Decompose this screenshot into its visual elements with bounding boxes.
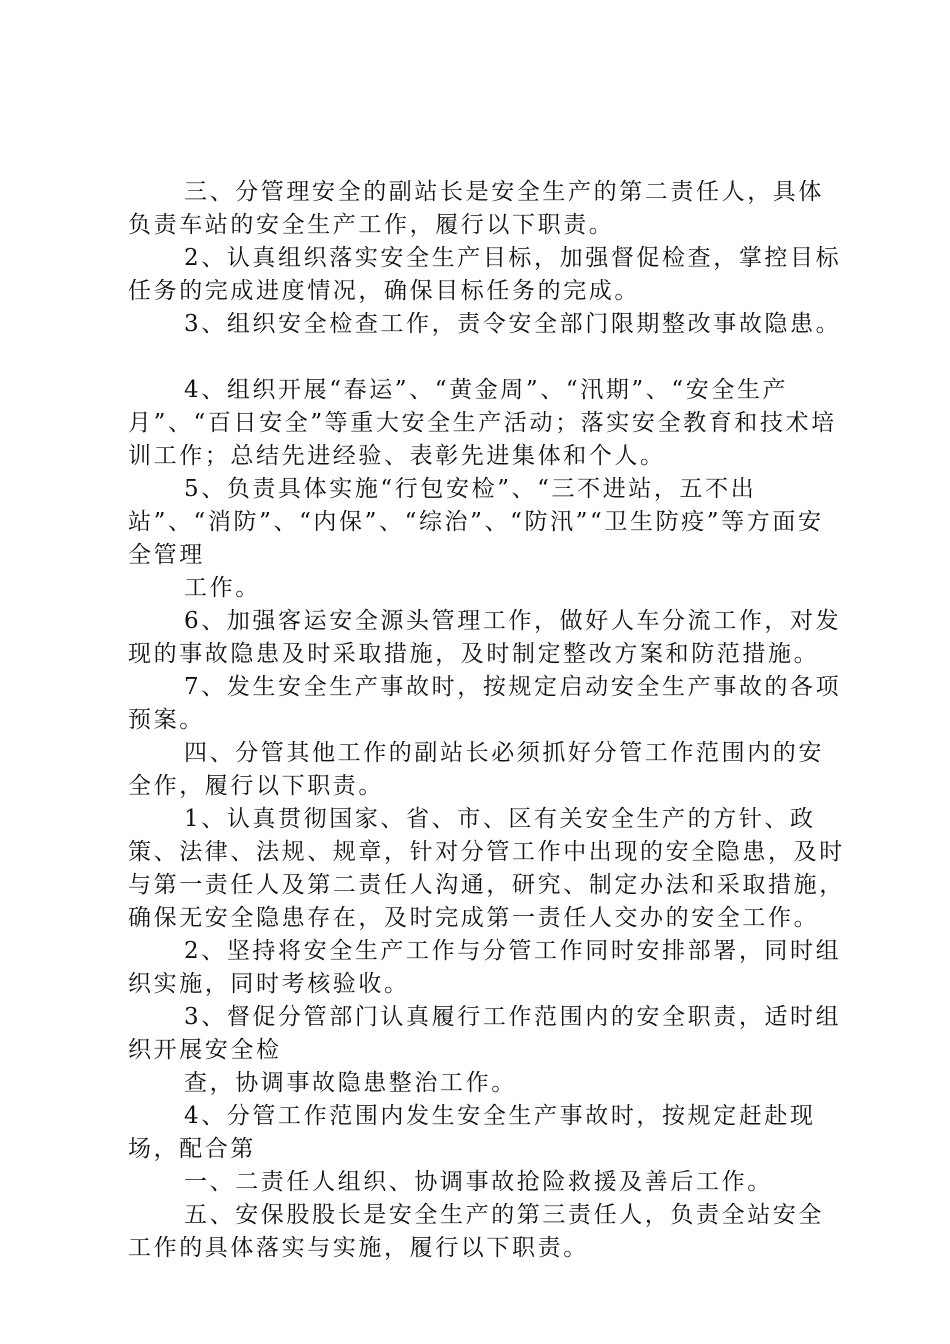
paragraph-item-4: 4、组织开展“春运”、“黄金周”、“汛期”、“安全生产月”、“百日安全”等重大安全生产活动；落实安全教育和技术培训工作；总结先进经验、表彰先进集体和个人。 xyxy=(128,377,837,469)
paragraph-section-4-item-2: 2、坚持将安全生产工作与分管工作同时安排部署，同时组织实施，同时考核验收。 xyxy=(128,938,842,997)
paragraph-section-4-item-4: 4、分管工作范围内发生安全生产事故时，按规定赶赴现场，配合第 xyxy=(128,1103,816,1162)
paragraph-section-3-heading: 三、分管理安全的副站长是安全生产的第二责任人，具体负责车站的安全生产工作，履行以下职责。 xyxy=(128,179,824,238)
document-body xyxy=(128,176,848,1265)
paragraph-section-4-heading: 四、分管其他工作的副站长必须抓好分管工作范围内的安全作，履行以下职责。 xyxy=(128,740,824,799)
paragraph-item-2: 2、认真组织落实安全生产目标，加强督促检查，掌控目标任务的完成进度情况，确保目标任务的完成。 xyxy=(128,245,842,304)
paragraph-section-4-item-1: 1、认真贯彻国家、省、市、区有关安全生产的方针、政策、法律、法规、规章，针对分管工作中出现的安全隐患，及时与第一责任人及第二责任人沟通，研究、制定办法和采取措施，确保无安全隐患存在，及时完成第一责任人交办的安全工作。 xyxy=(128,806,845,931)
paragraph-item-5: 5、负责具体实施“行包安检”、“三不进站，五不出站”、“消防”、“内保”、“综治”、“防汛”“卫生防疫”等方面安全管理 xyxy=(128,476,824,568)
paragraph-item-5-continued: 工作。 xyxy=(184,575,261,601)
paragraph-section-4-item-4-continued: 一、二责任人组织、协调事故抢险救援及善后工作。 xyxy=(184,1169,773,1195)
paragraph-section-4-item-3-continued: 查，协调事故隐患整治工作。 xyxy=(184,1070,517,1096)
paragraph-section-4-item-3: 3、督促分管部门认真履行工作范围内的安全职责，适时组织开展安全检 xyxy=(128,1004,842,1063)
paragraph-item-3: 3、组织安全检查工作，责令安全部门限期整改事故隐患。 xyxy=(184,311,842,337)
paragraph-item-6: 6、加强客运安全源头管理工作，做好人车分流工作，对发现的事故隐患及时采取措施，及时制定整改方案和防范措施。 xyxy=(128,608,842,667)
paragraph-item-7: 7、发生安全生产事故时，按规定启动安全生产事故的各项预案。 xyxy=(128,674,842,733)
paragraph-section-5-heading: 五、安保股股长是安全生产的第三责任人，负责全站安全工作的具体落实与实施，履行以下职责。 xyxy=(128,1202,824,1261)
